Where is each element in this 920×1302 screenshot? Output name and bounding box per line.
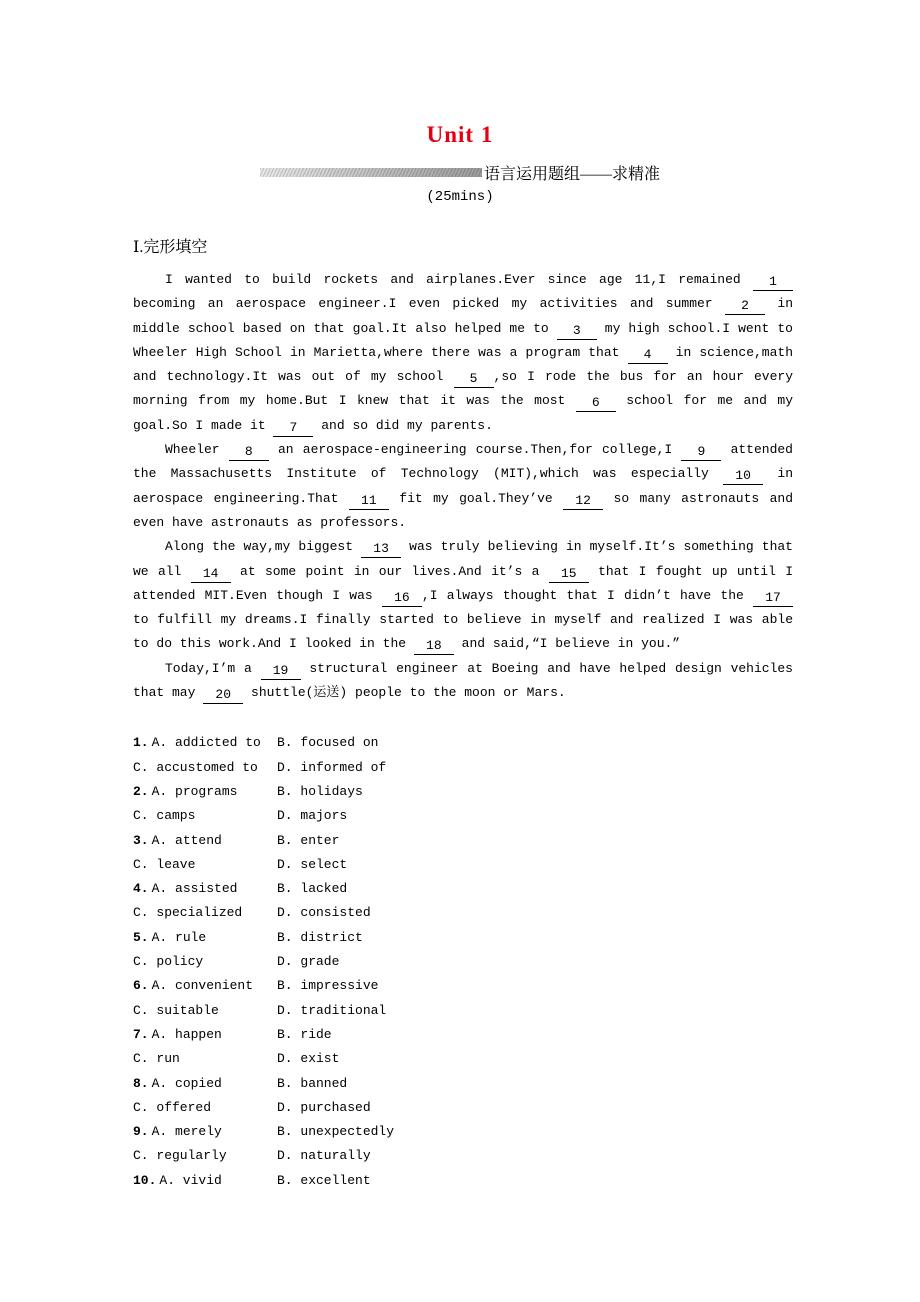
question-row bbox=[133, 1072, 733, 1096]
question-option: B. ride bbox=[277, 1026, 332, 1042]
cloze-blank-17: 17 bbox=[753, 590, 793, 607]
question-option: 7. A. happen bbox=[133, 1026, 222, 1042]
question-option: B. focused on bbox=[277, 735, 379, 751]
question-option: C. specialized bbox=[133, 905, 243, 921]
question-option: C. leave bbox=[133, 856, 196, 872]
question-option: 3. A. attend bbox=[133, 832, 222, 848]
unit-title: Unit 1 bbox=[426, 122, 494, 147]
passage-paragraph: I wanted to build rockets and airplanes.Ever since age 11,I remained 1 becoming an aerospace engineer.I even picked my activities and summer 2 in middle school based on that goal.It also helped me to 3 my high school.I went to Wheeler High School in Marietta,where there was a program that 4 in science,math and technology.It was out of my school 5 ,so I rode the bus for an hour every morning from my home.But I knew that it was the most 6 school for me and my goal.So I made it 7 and so did my parents. bbox=[133, 272, 794, 435]
question-option: B. excellent bbox=[277, 1172, 371, 1188]
passage bbox=[133, 268, 793, 705]
question-number: 6. bbox=[133, 978, 149, 994]
question-option: D. exist bbox=[277, 1051, 340, 1067]
cloze-blank-3: 3 bbox=[557, 323, 597, 340]
question-option: D. select bbox=[277, 856, 348, 872]
question-option: D. naturally bbox=[277, 1148, 371, 1164]
question-row bbox=[133, 999, 733, 1023]
cloze-blank-4: 4 bbox=[628, 347, 668, 364]
question-option: D. majors bbox=[277, 808, 348, 824]
question-list bbox=[133, 731, 733, 1193]
question-row bbox=[133, 756, 733, 780]
question-row bbox=[133, 780, 733, 804]
section-heading: Ⅰ.完形填空 bbox=[133, 239, 208, 256]
passage-paragraph: Along the way,my biggest 13 was truly believing in myself.It’s something that we all 14 at some point in our lives.And it’s a 15 that I fought up until I attended MIT.Even though I was 16 ,I always thought that I didn’t have the 17 to fulfill my dreams.I finally started to believe in myself and realized I was able to do this work.And I looked in the 18 and said,“I believe in you.” bbox=[133, 539, 794, 654]
question-row bbox=[133, 1047, 733, 1071]
question-option: B. banned bbox=[277, 1075, 348, 1091]
passage-paragraph: Today,I’m a 19 structural engineer at Boeing and have helped design vehicles that may 20 shuttle(运送) people to the moon or Mars. bbox=[133, 660, 793, 703]
question-row bbox=[133, 950, 733, 974]
cloze-blank-8: 8 bbox=[229, 444, 269, 461]
question-option: 5. A. rule bbox=[133, 929, 207, 945]
cloze-blank-9: 9 bbox=[681, 444, 721, 461]
question-option: 6. A. convenient bbox=[133, 978, 254, 994]
cloze-blank-20: 20 bbox=[203, 687, 243, 704]
question-option: C. offered bbox=[133, 1099, 212, 1115]
question-option: B. enter bbox=[277, 832, 340, 848]
question-number: 7. bbox=[133, 1026, 149, 1042]
question-number: 5. bbox=[133, 929, 149, 945]
question-option: D. informed of bbox=[277, 759, 387, 775]
cloze-blank-11: 11 bbox=[349, 493, 389, 510]
cloze-blank-7: 7 bbox=[273, 420, 313, 437]
question-row bbox=[133, 1120, 733, 1144]
cloze-blank-1: 1 bbox=[753, 274, 793, 291]
question-row bbox=[133, 901, 733, 925]
cloze-blank-2: 2 bbox=[725, 298, 765, 315]
question-option: B. impressive bbox=[277, 978, 379, 994]
question-option: B. unexpectedly bbox=[277, 1124, 395, 1140]
cloze-blank-15: 15 bbox=[549, 566, 589, 583]
question-row bbox=[133, 1169, 733, 1193]
question-row bbox=[133, 1023, 733, 1047]
question-option: B. lacked bbox=[277, 881, 348, 897]
question-option: C. suitable bbox=[133, 1002, 219, 1018]
question-number: 2. bbox=[133, 783, 149, 799]
question-row bbox=[133, 1096, 733, 1120]
question-option: B. holidays bbox=[277, 783, 363, 799]
question-row bbox=[133, 853, 733, 877]
question-option: C. camps bbox=[133, 808, 196, 824]
question-option: 2. A. programs bbox=[133, 783, 238, 799]
question-option: C. accustomed to bbox=[133, 759, 258, 775]
question-row bbox=[133, 877, 733, 901]
question-option: 1. A. addicted to bbox=[133, 735, 261, 751]
passage-paragraph: Wheeler 8 an aerospace-engineering course.Then,for college,I 9 attended the Massachusetts Institute of Technology (MIT),which was especially 10 in aerospace engineering.That 11 fit my goal.They’ve 12 so many astronauts and even have astronauts as professors. bbox=[133, 442, 793, 530]
cloze-blank-12: 12 bbox=[563, 493, 603, 510]
question-number: 3. bbox=[133, 832, 149, 848]
question-option: D. consisted bbox=[277, 905, 371, 921]
question-number: 1. bbox=[133, 735, 149, 751]
question-option: 10. A. vivid bbox=[133, 1172, 222, 1188]
question-number: 8. bbox=[133, 1075, 149, 1091]
question-option: 4. A. assisted bbox=[133, 881, 238, 897]
cloze-blank-16: 16 bbox=[382, 590, 422, 607]
question-option: D. grade bbox=[277, 954, 340, 970]
question-row bbox=[133, 1144, 733, 1168]
question-option: 8. A. copied bbox=[133, 1075, 222, 1091]
cloze-blank-13: 13 bbox=[361, 541, 401, 558]
question-option: B. district bbox=[277, 929, 363, 945]
section-banner bbox=[0, 161, 920, 184]
question-row bbox=[133, 731, 733, 755]
question-option: C. run bbox=[133, 1051, 180, 1067]
banner-label: 语言运用题组——求精准 bbox=[483, 166, 660, 183]
question-number: 4. bbox=[133, 881, 149, 897]
cloze-blank-18: 18 bbox=[414, 638, 454, 655]
question-number: 10. bbox=[133, 1172, 157, 1188]
question-row bbox=[133, 804, 733, 828]
banner-gradient-bar bbox=[260, 168, 482, 177]
question-option: D. purchased bbox=[277, 1099, 371, 1115]
cloze-blank-5: 5 bbox=[454, 371, 494, 388]
cloze-blank-14: 14 bbox=[191, 566, 231, 583]
question-number: 9. bbox=[133, 1124, 149, 1140]
question-row bbox=[133, 974, 733, 998]
time-limit: (25mins) bbox=[426, 189, 494, 205]
cloze-blank-6: 6 bbox=[576, 395, 616, 412]
question-option: C. policy bbox=[133, 954, 204, 970]
question-option: D. traditional bbox=[277, 1002, 387, 1018]
question-option: 9. A. merely bbox=[133, 1124, 222, 1140]
question-option: C. regularly bbox=[133, 1148, 227, 1164]
cloze-blank-10: 10 bbox=[723, 468, 763, 485]
question-row bbox=[133, 829, 733, 853]
question-row bbox=[133, 926, 733, 950]
cloze-blank-19: 19 bbox=[261, 663, 301, 680]
